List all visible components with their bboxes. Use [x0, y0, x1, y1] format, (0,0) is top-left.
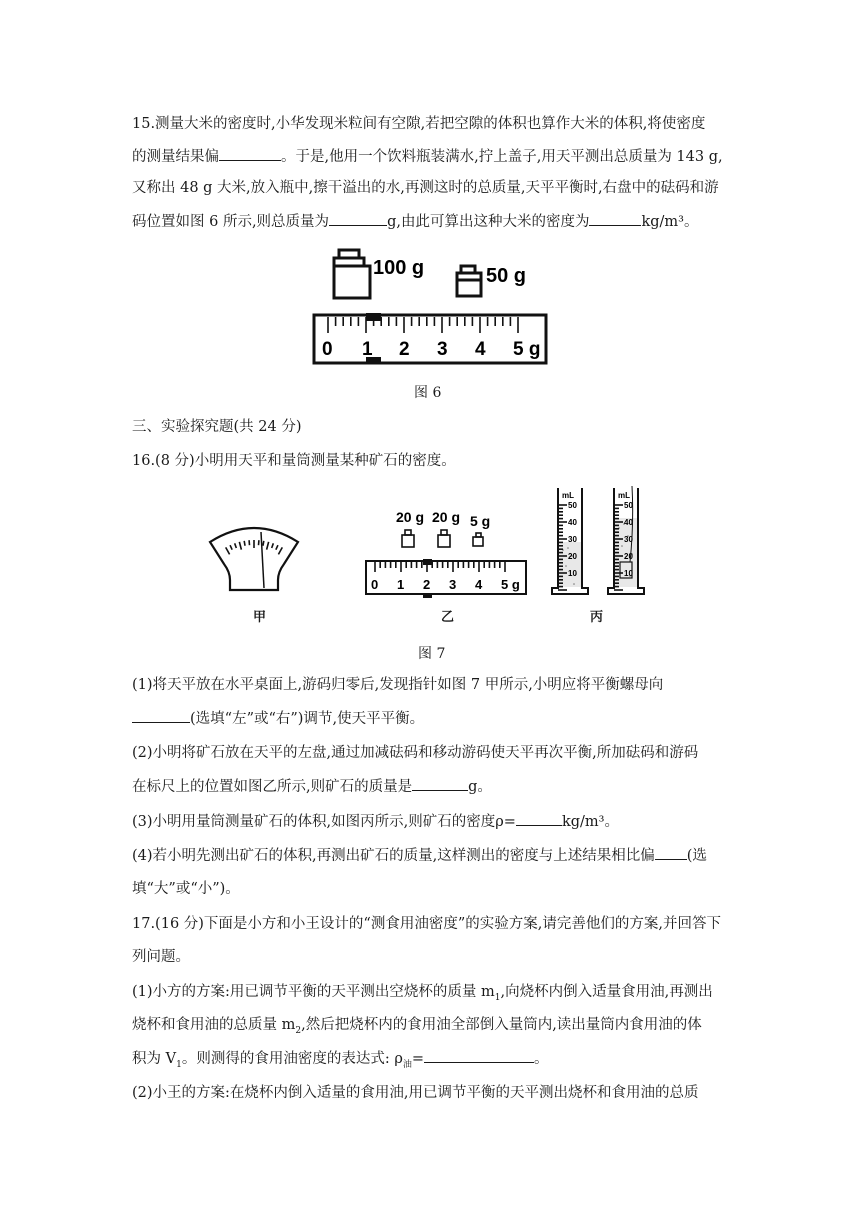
answer-blank[interactable]	[516, 811, 562, 826]
q16-text: (3)小明用量筒测量矿石的体积,如图丙所示,则矿石的密度ρ=	[132, 814, 516, 830]
tick-label: 0	[371, 577, 379, 592]
q17-line-3	[132, 982, 713, 1008]
q15-text: 码位置如图 6 所示,则总质量为	[132, 214, 330, 230]
scale-label: 10	[568, 569, 577, 578]
tick-mark	[272, 543, 274, 548]
beam-ticks	[375, 562, 505, 572]
figure-7-caption: 图 7	[418, 646, 446, 662]
q16-text: 在标尺上的位置如图乙所示,则矿石的质量是	[132, 779, 413, 795]
q16-part-4-line-2: 填“大”或“小”)。	[132, 881, 240, 897]
weight-20g-icon	[402, 530, 414, 547]
weight-label: 20 g	[432, 509, 461, 525]
q17-line-6: (2)小王的方案:在烧杯内倒入适量的食用油,用已调节平衡的天平测出烧杯和食用油的总质	[132, 1085, 699, 1101]
scale-label: 40	[624, 518, 633, 527]
tick-mark	[276, 545, 278, 550]
answer-blank[interactable]	[424, 1048, 534, 1063]
q17-line-2: 列问题。	[132, 949, 190, 965]
q17-text: 。	[534, 1051, 549, 1067]
tick-mark	[230, 545, 232, 550]
answer-blank[interactable]	[329, 211, 387, 226]
subscript: 油	[402, 1059, 412, 1070]
scale-label: 30	[624, 535, 633, 544]
scale-label: 30	[568, 535, 577, 544]
q16-part-1-line-2	[132, 708, 424, 729]
weight-label: 20 g	[396, 509, 425, 525]
weight-20g-icon	[438, 530, 450, 547]
label-yi: 乙	[441, 610, 455, 625]
answer-blank[interactable]	[412, 776, 468, 791]
tick-label: 1	[362, 339, 373, 360]
tick-label: 5 g	[513, 339, 541, 360]
tick-mark	[278, 547, 282, 554]
answer-blank[interactable]	[655, 845, 687, 860]
beam-scale	[314, 315, 546, 363]
q17-text: =	[411, 1051, 425, 1067]
tick-label: 2	[423, 577, 431, 592]
scale-label: 50	[624, 501, 633, 510]
q16-stem: 16.(8 分)小明用天平和量筒测量某种矿石的密度。	[132, 453, 456, 469]
q17-line-1: 17.(16 分)下面是小方和小王设计的“测食用油密度”的实验方案,请完善他们的方案,并回答下	[132, 916, 721, 932]
q15-text: 。于是,他用一个饮料瓶装满水,拧上盖子,用天平测出总质量为 143 g,	[281, 149, 723, 165]
pointer-needle	[261, 532, 264, 588]
q16-text: (选填“左”或“右”)调节,使天平平衡。	[190, 711, 425, 727]
answer-blank[interactable]	[132, 708, 190, 723]
q16-part-3	[132, 811, 619, 832]
q15-text: 的测量结果偏	[132, 149, 219, 165]
q16-part-4-line-1	[132, 845, 707, 866]
label-jia: 甲	[253, 610, 267, 625]
tick-label: 5 g	[501, 577, 520, 592]
scale-label: 20	[568, 552, 577, 561]
cylinder-after	[608, 486, 644, 594]
subscript: 1	[494, 992, 501, 1003]
scale-label: 40	[568, 518, 577, 527]
q16-text: (4)若小明先测出矿石的体积,再测出矿石的质量,这样测出的密度与上述结果相比偏	[132, 848, 655, 864]
section-3-heading: 三、实验探究题(共 24 分)	[132, 419, 302, 435]
q15-line-1: 15.测量大米的密度时,小华发现米粒间有空隙,若把空隙的体积也算作大米的体积,将使密度	[132, 116, 706, 132]
q15-line-2	[132, 146, 723, 167]
figure-6	[300, 244, 560, 370]
q17-text: 烧杯和食用油的总质量 m	[132, 1017, 296, 1033]
q17-text: (1)小方的方案:用已调节平衡的天平测出空烧杯的质量 m	[132, 984, 495, 1000]
cylinder-before	[552, 488, 588, 594]
tick-mark	[235, 543, 237, 548]
figure-7-jia-dial	[206, 520, 302, 596]
answer-blank[interactable]	[589, 211, 641, 226]
q16-part-1-line-1: (1)将天平放在水平桌面上,游码归零后,发现指针如图 7 甲所示,小明应将平衡螺母向	[132, 677, 664, 693]
weight-5g-icon	[473, 533, 483, 546]
rider	[423, 559, 432, 565]
weight-50g-icon	[457, 266, 481, 296]
figure-6-caption: 图 6	[414, 385, 442, 401]
q15-text: g,由此可算出这种大米的密度为	[387, 214, 590, 230]
q16-text: g。	[468, 779, 492, 795]
tick-label: 1	[397, 577, 405, 592]
weight-label: 5 g	[470, 513, 491, 529]
q17-text: ,向烧杯内倒入适量食用油,再测出	[500, 984, 713, 1000]
tick-mark	[239, 542, 241, 550]
tick-label: 0	[322, 339, 333, 360]
q17-line-5	[132, 1048, 549, 1075]
tick-label: 2	[399, 339, 410, 360]
q17-text: 积为 V	[132, 1051, 177, 1067]
tick-mark	[244, 541, 245, 546]
q17-text: 。则测得的食用油密度的表达式: ρ	[181, 1051, 403, 1067]
answer-blank[interactable]	[219, 146, 281, 161]
q16-text: (选	[686, 848, 707, 864]
weight-100g-icon	[334, 250, 370, 298]
unit-label: mL	[618, 491, 630, 500]
tick-label: 3	[437, 339, 448, 360]
q16-part-2-line-2	[132, 776, 492, 797]
subscript: 1	[176, 1059, 182, 1070]
scale-label: 50	[568, 501, 577, 510]
unit-label: mL	[562, 491, 574, 500]
tick-label: 4	[475, 577, 483, 592]
q16-part-2-line-1: (2)小明将矿石放在天平的左盘,通过加减砝码和移动游码使天平再次平衡,所加砝码和游码	[132, 745, 699, 761]
q17-line-4	[132, 1015, 702, 1041]
rider-bottom	[423, 593, 432, 598]
figure-7-yi-balance	[360, 508, 532, 600]
beam-ticks	[328, 317, 518, 333]
weight-50g-label: 50 g	[486, 265, 527, 287]
rider	[366, 313, 381, 321]
q15-line-4	[132, 211, 698, 232]
tick-mark	[226, 547, 230, 554]
scale-label: 10	[624, 569, 633, 578]
tick-mark	[263, 541, 264, 546]
q17-text: ,然后把烧杯内的食用油全部倒入量筒内,读出量筒内食用油的体	[301, 1017, 702, 1033]
q15-text: kg/m³。	[641, 214, 699, 230]
weight-100g-label: 100 g	[373, 257, 425, 279]
label-bing: 丙	[590, 610, 604, 625]
q15-line-3: 又称出 48 g 大米,放入瓶中,擦干溢出的水,再测这时的总质量,天平平衡时,右盘中的砝码和游	[132, 180, 719, 196]
q16-text: kg/m³。	[561, 814, 619, 830]
tick-label: 3	[449, 577, 457, 592]
figure-7-bing-cylinders	[548, 484, 654, 600]
tick-mark	[267, 542, 269, 550]
scale-label: 20	[624, 552, 633, 561]
subscript: 2	[295, 1025, 302, 1036]
tick-label: 4	[475, 339, 486, 360]
